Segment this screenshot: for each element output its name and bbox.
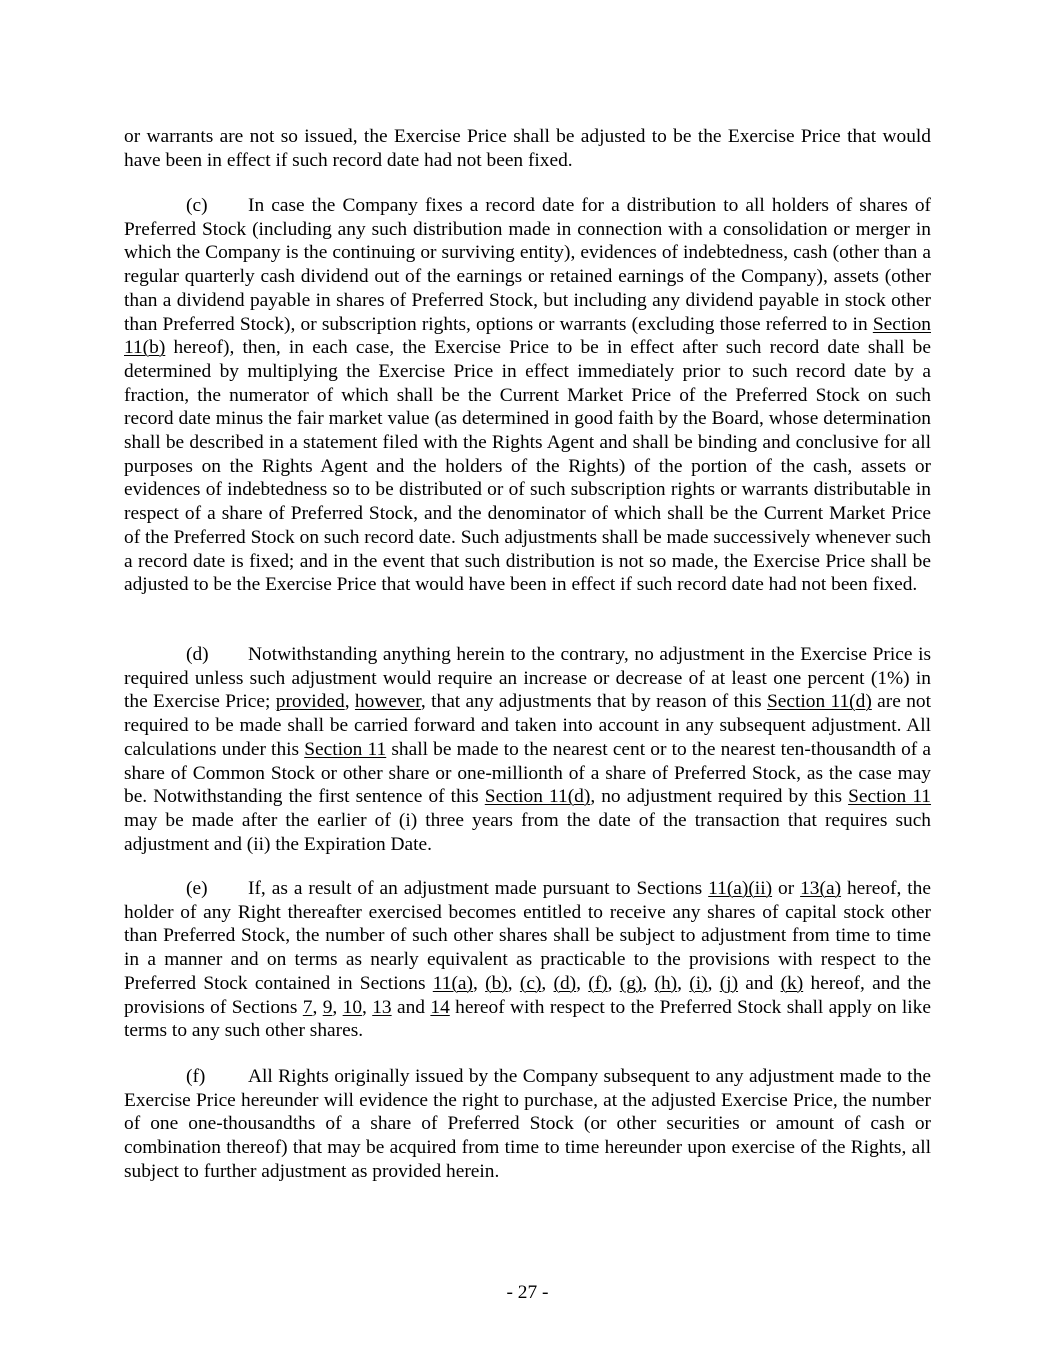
- paragraph-text: hereof with respect to the Preferred Stock shall apply on like terms to any such other shares.: [124, 996, 931, 1042]
- separator-text: and: [738, 972, 781, 994]
- section-reference-link: 7: [302, 996, 313, 1018]
- paragraph-label: (e): [186, 878, 208, 899]
- section-reference-link: 10: [342, 996, 363, 1018]
- paragraph-text: or warrants are not so issued, the Exercise Price shall be adjusted to be the Exercise Price that would have been in effect if such record date had not been fixed.: [124, 126, 931, 171]
- section-reference-link: 13: [372, 996, 392, 1018]
- paragraph-label: (d): [186, 644, 209, 665]
- section-reference-link: (k): [780, 972, 804, 994]
- paragraph-e: [124, 877, 931, 1043]
- separator-text: ,: [576, 972, 589, 994]
- section-reference-link: Section 11(d): [484, 786, 591, 808]
- section-reference-link: Section 11: [848, 786, 932, 808]
- paragraph-c: [124, 194, 931, 597]
- section-reference-link: (b): [485, 972, 508, 994]
- paragraph-text: shall be made to the nearest cent or to the nearest ten-thousandth of a share of Common Stock or other share or one-millionth of a share of Preferred Stock, as the case may be. Notwithstanding the first sentence of this: [124, 738, 931, 808]
- page-number: - 27 -: [506, 1282, 549, 1303]
- section-reference-link: (d): [553, 972, 577, 994]
- section-reference-link: 11(a): [432, 972, 473, 994]
- paragraph-label: (f): [186, 1066, 206, 1087]
- paragraph-text: If, as a result of an adjustment made pursuant to Sections: [248, 878, 709, 899]
- paragraph-text: Notwithstanding anything herein to the contrary, no adjustment in the Exercise Price is required unless such adjustment would require an increase or decrease of at least one percent (1%) in the Exercise Price;: [124, 644, 931, 713]
- separator-text: ,: [332, 996, 343, 1018]
- separator-text: ,: [607, 972, 620, 994]
- section-reference-link: Section 11(b): [124, 313, 931, 359]
- separator-text: ,: [507, 972, 520, 994]
- paragraph-text: are not required to be made shall be carried forward and taken into account in any subsequent adjustment. All calculations under this: [124, 691, 931, 760]
- paragraph-label: (c): [186, 195, 208, 216]
- section-reference-link: (c): [519, 972, 542, 994]
- paragraph-text: , no adjustment required by this: [590, 786, 849, 808]
- section-reference-link: 9: [322, 996, 333, 1018]
- paragraph-text: hereof), then, in each case, the Exercise Price to be in effect after such record date shall be determined by multiplying the Exercise Price in effect immediately prior to such record date by a fraction, the numerator of which shall be the Current Market Price of the Preferred Stock on such record date minus the fair market value (as determined in good faith by the Board, whose determination shall be described in a statement filed with the Rights Agent and shall be binding and conclusive for all purposes on the Rights Agent and the holders of the Rights) of the portion of the cash, assets or evidences of indebtedness so to be distributed or of such subscription rights or warrants distributable in respect of a share of Preferred Stock, and the denominator of which shall be the Current Market Price of the Preferred Stock on such record date. Such adjustments shall be made successively whenever such a record date is fixed; and in the event that such distribution is not so made, the Exercise Price shall be adjusted to be the Exercise Price that would have been in effect if such record date had not been fixed.: [124, 337, 931, 596]
- paragraph-b-continuation: [124, 125, 931, 172]
- separator-text: ,: [473, 972, 486, 994]
- separator-text: ,: [642, 972, 655, 994]
- paragraph-text: may be made after the earlier of (i) three years from the date of the transaction that requires such adjustment and (ii) the Expiration Date.: [124, 809, 931, 855]
- paragraph-text: or: [772, 878, 801, 899]
- section-reference-link: (g): [619, 972, 643, 994]
- section-reference-link: 14: [430, 996, 450, 1018]
- separator-text: ,: [362, 996, 373, 1018]
- separator-text: ,: [541, 972, 554, 994]
- section-reference-link: (j): [719, 972, 739, 994]
- section-reference-link: (f): [588, 972, 608, 994]
- paragraph-text: In case the Company fixes a record date for a distribution to all holders of shares of Preferred Stock (including any such distribution made in connection with a consolidation or merger in which the Company is the continuing or surviving entity), evidences of indebtedness, cash (other than a regular quarterly cash dividend out of the earnings or retained earnings of the Company), assets (other than a dividend payable in shares of Preferred Stock, but including any dividend payable in stock other than Preferred Stock), or subscription rights, options or warrants (excluding those referred to in: [124, 195, 931, 335]
- paragraph-text: All Rights originally issued by the Company subsequent to any adjustment made to the Exercise Price hereunder will evidence the right to purchase, at the adjusted Exercise Price, the number of one one-thousandths of a share of Preferred Stock (or other securities or amount of cash or combination thereof) that may be acquired from time to time hereunder upon exercise of the Rights, all subject to further adjustment as provided herein.: [124, 1066, 931, 1182]
- separator-text: ,: [677, 972, 690, 994]
- section-reference-link: Section 11(d): [766, 691, 872, 713]
- separator-text: and: [391, 996, 431, 1018]
- underlined-term: provided: [275, 691, 345, 713]
- paragraph-text: , that any adjustments that by reason of this: [420, 691, 767, 713]
- paragraph-f: [124, 1065, 931, 1184]
- underlined-term: however: [354, 691, 421, 713]
- section-reference-link: 13(a): [800, 878, 842, 899]
- section-reference-link: (h): [654, 972, 678, 994]
- paragraph-text: hereof, the holder of any Right thereafter exercised becomes entitled to receive any shares of capital stock other than Preferred Stock, the number of such other shares shall be subject to adjustment from time to time in a manner and on terms as nearly equivalent as practicable to the provisions with respect to the Preferred Stock contained in Sections: [124, 878, 931, 994]
- section-reference-link: 11(a)(ii): [708, 878, 773, 899]
- paragraph-d: [124, 643, 931, 856]
- section-reference-link: Section 11: [304, 738, 387, 760]
- section-reference-link: (i): [689, 972, 708, 994]
- paragraph-text: hereof, and the provisions of Sections: [124, 972, 932, 1018]
- separator-text: ,: [707, 972, 720, 994]
- paragraph-text: ,: [344, 691, 355, 713]
- separator-text: ,: [312, 996, 323, 1018]
